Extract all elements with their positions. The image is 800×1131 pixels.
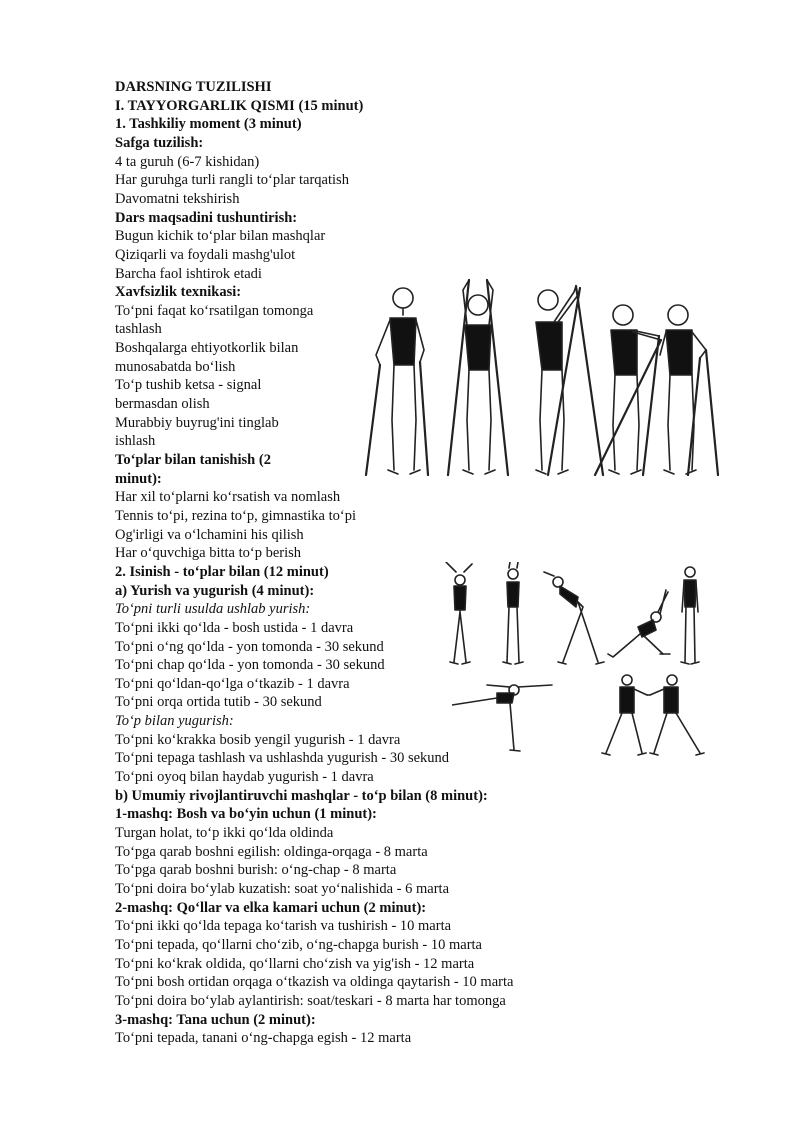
text-line: To‘pni tepada, tanani o‘ng-chapga egish - 12 marta (115, 1030, 412, 1047)
text-line: minut): (115, 470, 162, 487)
band-exercise-illustration (358, 270, 723, 485)
text-line: To‘pni oyoq bilan haydab yugurish - 1 davra (115, 769, 374, 786)
text-line: tashlash (115, 321, 162, 338)
text-line: To‘pni doira bo‘ylab aylantirish: soat/teskari - 8 marta har tomonga (115, 992, 506, 1009)
text-line: Barcha faol ishtirok etadi (115, 265, 262, 282)
text-line: Boshqalarga ehtiyotkorlik bilan (115, 340, 299, 357)
text-line: To‘plar bilan tanishish (2 (115, 452, 271, 468)
text-line: To‘pni ko‘krakka bosib yengil yugurish - 1 davra (115, 731, 401, 748)
text-line: To‘pga qarab boshni egilish: oldinga-orqaga - 8 marta (115, 843, 428, 860)
text-line: Tennis to‘pi, rezina to‘p, gimnastika to‘pi (115, 507, 356, 524)
text-line: Har guruhga turli rangli to‘plar tarqatish (115, 172, 349, 189)
text-line: To‘pni ikki qo‘lda - bosh ustida - 1 davra (115, 619, 354, 636)
text-line: Turgan holat, to‘p ikki qo‘lda oldinda (115, 825, 334, 841)
text-line: 2-mashq: Qo‘llar va elka kamari uchun (2 minut): (115, 899, 427, 916)
text-line: 2. Isinish - to‘plar bilan (12 minut) (115, 563, 329, 580)
warmup-poses-illustration (438, 562, 708, 672)
text-line: 3-mashq: Tana uchun (2 minut): (115, 1011, 316, 1028)
text-line: Dars maqsadini tushuntirish: (115, 209, 298, 226)
text-line: To‘pga qarab boshni burish: o‘ng-chap - 8 marta (115, 862, 397, 879)
text-line: Bugun kichik to‘plar bilan mashqlar (115, 228, 326, 245)
text-line: b) Umumiy rivojlantiruvchi mashqlar - to‘p bilan (8 minut): (115, 787, 488, 804)
text-line: To‘pni chap qo‘lda - yon tomonda - 30 sekund (115, 657, 385, 674)
text-line: Xavfsizlik texnikasi: (115, 284, 242, 301)
text-line: To‘pni o‘ng qo‘lda - yon tomonda - 30 sekund (115, 638, 384, 655)
text-line: To‘pni turli usulda ushlab yurish: (115, 601, 311, 618)
text-line: Har o‘quvchiga bitta to‘p berish (115, 545, 302, 562)
text-line: I. TAYYORGARLIK QISMI (15 minut) (115, 97, 364, 114)
balance-poses-illustration (452, 665, 722, 760)
text-line: bermasdan olish (115, 396, 210, 413)
text-line: 1. Tashkiliy moment (3 minut) (115, 116, 302, 133)
text-line: Davomatni tekshirish (115, 190, 240, 207)
text-line: To‘pni bosh ortidan orqaga o‘tkazish va oldinga qaytarish - 10 marta (115, 974, 514, 991)
text-line: 4 ta guruh (6-7 kishidan) (115, 153, 260, 170)
text-line: To‘pni faqat ko‘rsatilgan tomonga (115, 302, 314, 319)
text-line: To‘pni orqa ortida tutib - 30 sekund (115, 694, 322, 711)
text-line: To‘pni qo‘ldan-qo‘lga o‘tkazib - 1 davra (115, 675, 350, 692)
text-line: To‘pni tepaga tashlash va ushlashda yugurish - 30 sekund (115, 750, 450, 767)
text-line: To‘pni ko‘krak oldida, qo‘llarni cho‘zish va yig'ish - 12 marta (115, 955, 475, 972)
text-line: Qiziqarli va foydali mashg'ulot (115, 246, 296, 263)
text-line: To‘pni ikki qo‘lda tepaga ko‘tarish va tushirish - 10 marta (115, 918, 452, 935)
text-line: DARSNING TUZILISHI (115, 79, 272, 95)
text-line: To‘p bilan yugurish: (115, 713, 234, 730)
text-line: 1-mashq: Bosh va bo‘yin uchun (1 minut): (115, 806, 377, 823)
text-line: Har xil to‘plarni ko‘rsatish va nomlash (115, 489, 341, 506)
text-line: To‘p tushib ketsa - signal (115, 377, 262, 394)
text-line: To‘pni doira bo‘ylab kuzatish: soat yo‘nalishida - 6 marta (115, 880, 450, 897)
text-line: Safga tuzilish: (115, 134, 204, 151)
text-line: Og'irligi va o‘lchamini his qilish (115, 526, 304, 543)
text-line: munosabatda bo‘lish (115, 358, 236, 375)
text-line: Murabbiy buyrug'ini tinglab (115, 414, 279, 431)
text-line: To‘pni tepada, qo‘llarni cho‘zib, o‘ng-chapga burish - 10 marta (115, 936, 482, 953)
text-line: a) Yurish va yugurish (4 minut): (115, 582, 315, 599)
text-line: ishlash (115, 433, 156, 450)
